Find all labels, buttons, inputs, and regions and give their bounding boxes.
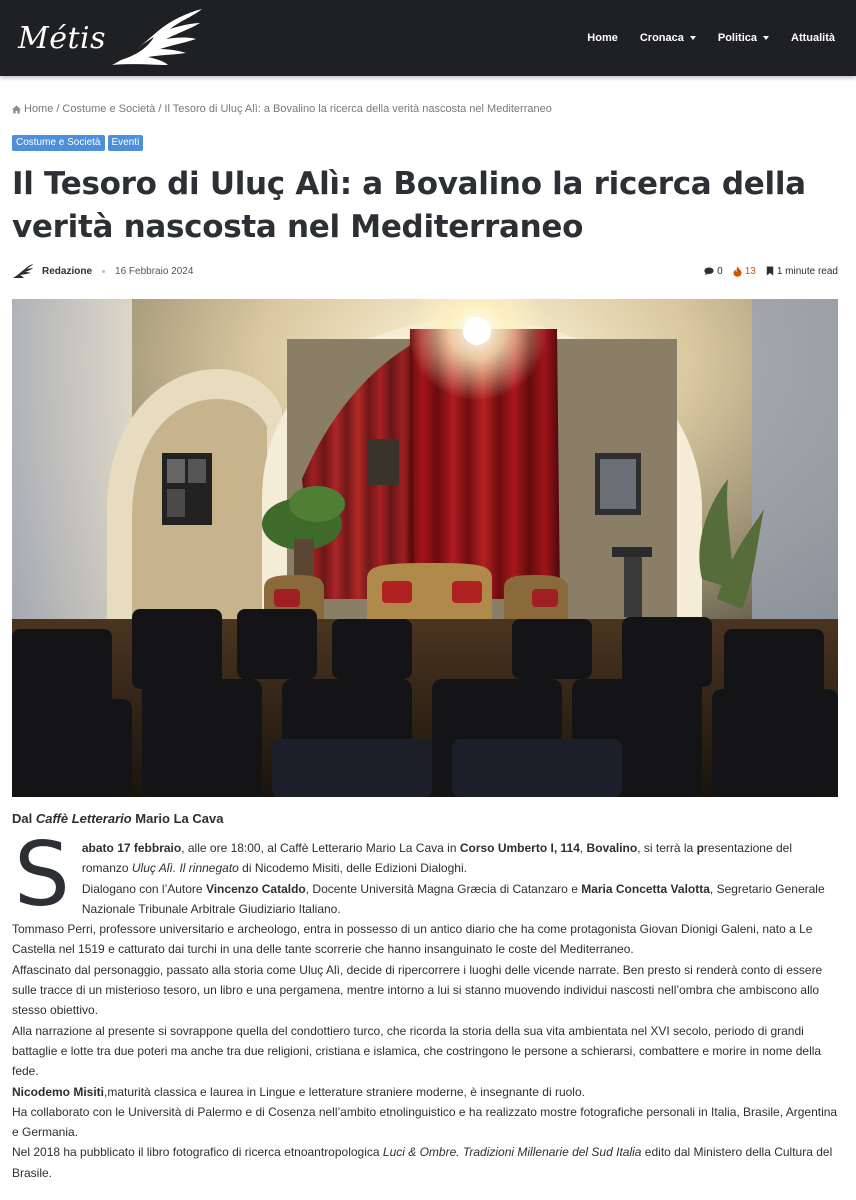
breadcrumb [12,102,838,116]
nav-label: Home [587,32,618,44]
breadcrumb-separator: / [56,103,60,115]
nav-item-politica[interactable] [707,32,780,44]
article-paragraph: Tommaso Perri, professore universitario e archeologo, entra in possesso di un antico diario che ha come protagonista Giovan Dionigi Galeni, nato a Le Castella nel 1519 e catturato dai turchi in una delle tante scorrerie che hanno insanguinato le coste del Mediterraneo. [12,922,813,957]
subhead-suffix: Mario La Cava [131,811,224,826]
read-time [766,266,838,277]
breadcrumb-separator: / [158,103,162,115]
article-paragraph: Affascinato dal personaggio, passato alla storia come Uluç Alì, decide di ripercorrere i luoghi delle vicende narrate. Ben presto si renderà conto di essere sulle tracce di un misterioso tesoro, un libro e una pergamena, mentre intorno a lui si stanno muovendo individui nascosti nell’ombra che ambiscono allo stesso obiettivo. [12,962,823,1018]
author-name[interactable]: Redazione [42,265,93,277]
nav-label: Attualità [791,32,835,44]
logo-text: Métis [18,20,107,56]
dropcap: S [14,823,70,926]
comment-icon [704,267,714,276]
breadcrumb-home[interactable]: Home [24,103,54,115]
nav-label: Cronaca [639,32,684,44]
nav-item-home[interactable] [576,32,629,44]
breadcrumb-current: Il Tesoro di Uluç Alì: a Bovalino la ricerca della verità nascosta nel Mediterraneo [164,103,552,115]
breadcrumb-category[interactable]: Costume e Società [62,103,156,115]
subhead-prefix: Dal [12,811,36,826]
article-paragraph: Alla narrazione al presente si sovrappone quella del condottiero turco, che ricorda la storia della sua vita ambientata nel XVI secolo, periodo di grandi battaglie e lotte tra due poteri ma anche tra due religioni, cristiana e islamica, che costringono le persone a schierarsi, combattere e morire in nome della fede. [12,1023,822,1079]
article-paragraph: abato 17 febbraio, alle ore 18:00, al Caffè Letterario Mario La Cava in Corso Umberto I, 114, Bovalino, si terrà la presentazione del romanzo Uluç Alì. Il rinnegato di Nicodemo Misiti, delle Edizioni Dialoghi. [81,841,792,876]
nav-item-attualita[interactable] [780,32,846,44]
article-paragraph: Dialogano con l’Autore Vincenzo Cataldo, Docente Università Magna Græcia di Catanzaro e Maria Concetta Valotta, Segretario Generale Nazionale Tribunale Arbitrale Giudiziario Italiano. [81,881,825,916]
category-badge-costume[interactable]: Costume e Società [12,135,105,151]
author-avatar[interactable] [12,263,34,279]
article-paragraph: Nicodemo Misiti,maturità classica e laurea in Lingue e letterature straniere moderne, è insegnante di ruolo. [12,1084,585,1099]
read-time-value: 1 minute read [776,265,838,277]
chevron-down-icon [763,36,769,40]
article-container [0,102,856,1183]
article-title: Il Tesoro di Uluç Alì: a Bovalino la ricerca della verità nascosta nel Mediterraneo [12,166,806,245]
main-nav [576,0,846,76]
article-meta [12,261,838,281]
comment-count[interactable] [704,266,723,277]
site-header [0,0,856,76]
views-count [733,266,756,277]
category-badges [12,135,838,151]
chevron-down-icon [690,36,696,40]
site-logo[interactable] [18,0,204,76]
logo-wing-icon [108,7,204,69]
nav-label: Politica [717,32,757,44]
nav-item-cronaca[interactable] [629,32,707,44]
article-subhead [12,811,838,826]
article-paragraph: Ha collaborato con le Università di Palermo e di Cosenza nell’ambito etnolinguistico e ha realizzato mostre fotografiche personali in Italia, Brasile, Argentina e Germania. [12,1104,838,1140]
home-icon [12,105,21,114]
featured-image [12,299,838,797]
meta-separator-dot [102,270,105,273]
category-badge-eventi[interactable]: Eventi [108,135,144,151]
comment-count-value: 0 [717,265,723,277]
publish-date: 16 Febbraio 2024 [115,265,194,277]
views-count-value: 13 [744,265,756,277]
fire-icon [733,266,742,277]
bookmark-icon [766,266,774,276]
article-paragraph: Nel 2018 ha pubblicato il libro fotografico di ricerca etnoantropologica Luci & Ombre. Tradizioni Millenarie del Sud Italia edito dal Ministero della Cultura del Brasile. [12,1145,833,1180]
article-body [12,823,838,1183]
subhead-italic: Caffè Letterario [35,811,132,826]
